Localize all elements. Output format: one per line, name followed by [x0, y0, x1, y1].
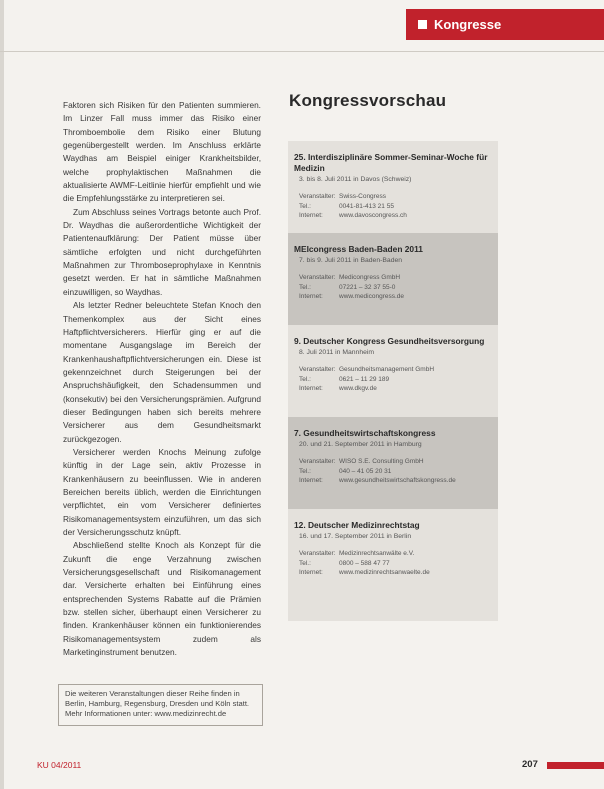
- row-key: Internet:: [299, 293, 323, 300]
- row-value: 040 – 41 05 20 31: [339, 467, 392, 475]
- row-value: Swiss-Congress: [339, 193, 386, 200]
- paragraph: Abschließend stellte Knoch als Konzept für die Zukunft die enge Verzahnung zwischen Versicherungsgesellschaft und Risikomanagement dar. Versicherte erhalten bei Einführung eines entsprechenden Systems Rabatte auf die Prämien bzw. stellen sicher, überhaupt einen Versicherer zu finden. Krankenhäuser können ein funktionierendes Risikomanagementsystem zudem als Marketinginstrument benutzen.: [63, 540, 261, 658]
- row-key: Internet:: [299, 477, 323, 484]
- page-number: 207: [522, 759, 538, 770]
- congress-title: 9. Deutscher Kongress Gesundheitsversorgung: [294, 336, 485, 346]
- congress-title: 12. Deutscher Medizinrechtstag: [294, 520, 420, 530]
- row-value: 0800 – 588 47 77: [339, 559, 390, 567]
- row-key: Veranstalter:: [299, 193, 336, 200]
- section-badge: [406, 9, 604, 40]
- congress-date: 8. Juli 2011 in Mannheim: [299, 349, 375, 356]
- row-key: Internet:: [299, 212, 323, 219]
- congress-list: [288, 141, 498, 621]
- article-column: [63, 99, 261, 659]
- row-value: 07221 – 32 37 55-0: [339, 283, 396, 291]
- congress-entry: [288, 141, 498, 233]
- row-key: Tel.:: [299, 467, 311, 475]
- row-value: 0041-81-413 21 55: [339, 202, 394, 210]
- info-note-text: Die weiteren Veranstaltungen dieser Reihe finden in Berlin, Hamburg, Regensburg, Dresden und Köln statt. Mehr Informationen unter: www.medizinrecht.de: [65, 689, 250, 719]
- congress-title: 25. Interdisziplinäre Sommer-Seminar-Woche für Medizin: [294, 152, 488, 173]
- row-value: www.gesundheitswirtschaftskongress.de: [339, 477, 456, 484]
- row-key: Veranstalter:: [299, 366, 336, 373]
- congress-entry: [288, 417, 498, 509]
- row-value: www.davoscongress.ch: [339, 212, 407, 219]
- paragraph: Als letzter Redner beleuchtete Stefan Knoch den Themenkomplex aus der Sicht eines Haftpflichtversicherers. Hierfür ging er auf die momentane Ausgangslage im Bereich der Krankenhaushaftpflichtversicherungen ein. Diese ist gekennzeichnet durch Steigerungen bei der Anspruchshäufigkeit, den Schadensummen und (konsekutiv) bei den Versicherungsprämien. Aufgrund dieser Bedingungen haben sich bereits mehrere Versicherer aus dem Gesundheitsmarkt zurückgezogen.: [63, 300, 261, 444]
- row-value: 0621 – 11 29 189: [339, 375, 390, 383]
- header-rule: [0, 51, 604, 52]
- congress-title: 7. Gesundheitswirtschaftskongress: [294, 428, 436, 438]
- congress-date: 16. und 17. September 2011 in Berlin: [299, 533, 412, 540]
- row-value: Gesundheitsmanagement GmbH: [339, 366, 435, 373]
- row-key: Veranstalter:: [299, 274, 336, 281]
- congress-title: MEIcongress Baden-Baden 2011: [294, 244, 423, 254]
- row-key: Tel.:: [299, 283, 311, 291]
- footer-accent-bar: [547, 762, 604, 769]
- congress-date: 7. bis 9. Juli 2011 in Baden-Baden: [299, 257, 403, 264]
- congress-date: 20. und 21. September 2011 in Hamburg: [299, 441, 422, 448]
- square-icon: [418, 20, 427, 29]
- row-key: Veranstalter:: [299, 550, 336, 557]
- row-key: Veranstalter:: [299, 458, 336, 465]
- page-edge: [0, 0, 4, 789]
- congress-date: 3. bis 8. Juli 2011 in Davos (Schweiz): [299, 176, 412, 183]
- row-key: Tel.:: [299, 202, 311, 210]
- congress-entry: [288, 325, 498, 417]
- row-value: www.medizinrechtsanwaelte.de: [339, 569, 430, 576]
- row-key: Internet:: [299, 385, 323, 392]
- paragraph: Versicherer werden Knochs Meinung zufolge künftig in der Lage sein, aktiv Prozesse in Krankenhäusern zu beeinflussen. Wie in anderen Bereichen bereits üblich, werden die Einrichtungen verpflichtet, ein vom Versicherer definiertes Risikomanagementsystem einzuführen, um das sich der Versicherungsschutz knüpft.: [63, 446, 261, 537]
- congress-entry: [288, 509, 498, 621]
- preview-title: Kongressvorschau: [289, 91, 447, 110]
- info-note-box: [58, 684, 263, 726]
- congress-entry: [288, 233, 498, 325]
- row-key: Tel.:: [299, 375, 311, 383]
- row-value: Medicongress GmbH: [339, 274, 401, 281]
- issue-label: KU 04/2011: [37, 760, 82, 770]
- paragraph: Zum Abschluss seines Vortrags betonte auch Prof. Dr. Waydhas die außerordentliche Wichtigkeit der Patientenaufklärung: Der Patient müsse über sämtliche erfolgten und nicht durchgeführten Maßnahmen zur Thromboseprophylaxe in Kenntnis gesetzt werden. Er hat in sämtliche Maßnahmen einzuwilligen, so Waydhas.: [63, 206, 261, 297]
- row-key: Internet:: [299, 569, 323, 576]
- row-value: www.medicongress.de: [339, 293, 405, 300]
- section-label: Kongresse: [434, 17, 502, 32]
- paragraph: Faktoren sich Risiken für den Patienten summieren. Im Linzer Fall muss immer das Risiko einer Thromboembolie dem Risiko einer Blutung gegenübergestellt werden. Im Anschluss erklärte Waydhas am Beispiel einiger Krankheitsbilder, welche prophylaktischen Maßnahmen die aktualisierte AWMF-Leitlinie hierfür empfiehlt und wie die Empfehlungsstärke zu interpretieren sei.: [63, 100, 261, 204]
- row-value: Medizinrechtsanwälte e.V.: [339, 550, 415, 557]
- row-value: WISO S.E. Consulting GmbH: [339, 458, 424, 465]
- row-key: Tel.:: [299, 559, 311, 567]
- row-value: www.dkgv.de: [339, 385, 377, 392]
